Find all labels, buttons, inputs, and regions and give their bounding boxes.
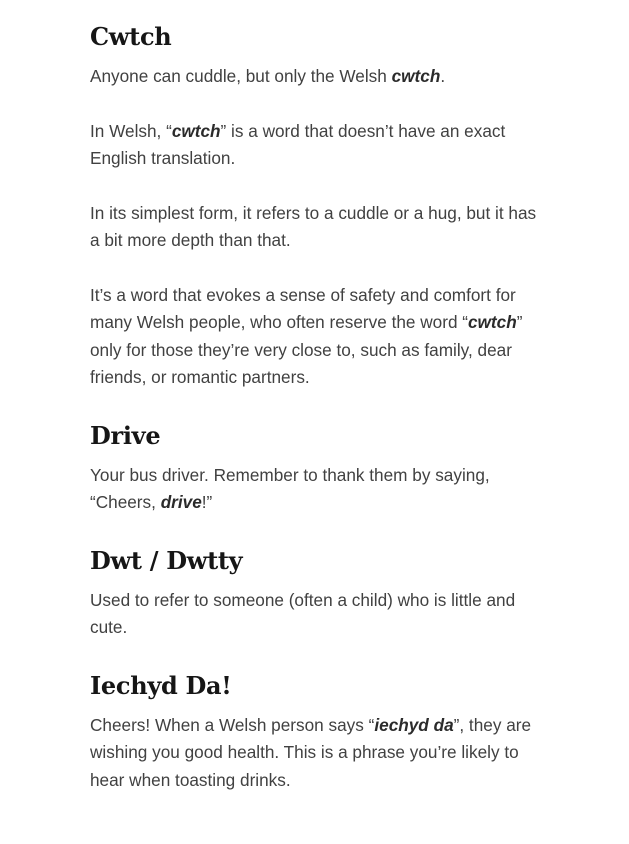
paragraph-text: It’s a word that evokes a sense of safety and comfort for many Welsh people, who often reserve the word “: [90, 284, 516, 332]
section-dwt: [90, 544, 540, 642]
section-heading: Iechyd Da!: [90, 670, 232, 700]
paragraph: Used to refer to someone (often a child) who is little and cute.: [90, 589, 516, 637]
paragraph-text: ”, they are wishing you good health. This is a phrase you’re likely to hear when toasting drinks.: [90, 714, 532, 790]
paragraph: [90, 63, 540, 91]
section-heading: Cwtch: [90, 22, 172, 51]
paragraph-text: Anyone can cuddle, but only the Welsh: [90, 66, 392, 86]
paragraph: [90, 462, 540, 517]
article-body: [90, 20, 540, 821]
paragraph: [90, 118, 540, 173]
welsh-term: cwtch: [468, 312, 517, 332]
welsh-term: drive: [160, 492, 202, 512]
paragraph-text: Your bus driver. Remember to thank them by saying, “Cheers,: [90, 464, 490, 512]
paragraph-text: .: [440, 66, 446, 86]
paragraph-text: ” only for those they’re very close to, such as family, dear friends, or romantic partners.: [90, 312, 523, 387]
paragraph-text: ” is a word that doesn’t have an exact English translation.: [90, 120, 506, 168]
paragraph: In its simplest form, it refers to a cuddle or a hug, but it has a bit more depth than that.: [90, 202, 537, 250]
section-heading: Drive: [90, 420, 161, 450]
section-heading: Dwt / Dwtty: [90, 545, 243, 575]
welsh-term: cwtch: [391, 66, 441, 86]
paragraph: [90, 712, 540, 795]
welsh-term: cwtch: [171, 120, 221, 141]
paragraph-text: !”: [201, 492, 213, 512]
welsh-term: iechyd da: [374, 714, 454, 735]
paragraph-text: Cheers! When a Welsh person says “: [90, 714, 375, 735]
paragraph-text: In Welsh, “: [90, 120, 172, 141]
section-drive: [90, 419, 540, 517]
paragraph: [90, 282, 540, 392]
section-iechyd-da: [90, 669, 540, 795]
section-cwtch: [90, 20, 540, 392]
